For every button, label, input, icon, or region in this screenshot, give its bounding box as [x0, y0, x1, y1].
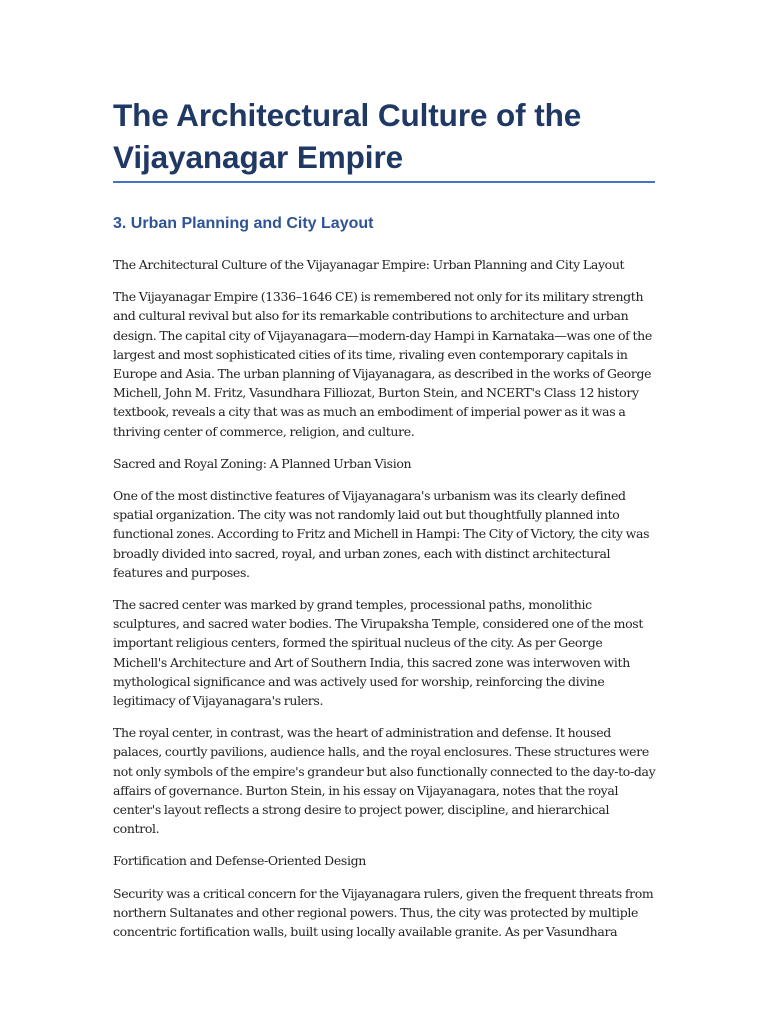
paragraph-sacred-center: The sacred center was marked by grand temples, processional paths, monolithic sculptures, and sacred water bodies. The Virupaksha Temple, considered one of the most important religious centers, formed the spiritual nucleus of the city. As per George Michell's Architecture and Art of Southern India, this sacred zone was interwoven with mythological significance and was actively used for worship, reinforcing the divine legitimacy of Vijayanagara's rulers. [113, 597, 644, 709]
subheading-zoning: Sacred and Royal Zoning: A Planned Urban Vision [113, 455, 412, 471]
subheading-fortification: Fortification and Defense-Oriented Design [113, 853, 366, 869]
document-title: The Architectural Culture of the Vijayanagar Empire [113, 97, 582, 175]
section-heading: 3. Urban Planning and City Layout [113, 215, 374, 232]
paragraph-intro: The Vijayanagar Empire (1336–1646 CE) is remembered not only for its military strength and cultural revival but also for its remarkable contributions to architecture and urban design. The capital city of Vijayanagara—modern-day Hampi in Karnataka—was one of the largest and most sophisticated cities of its time, rivaling even contemporary capitals in Europe and Asia. The urban planning of Vijayanagara, as described in the works of George Michell, John M. Fritz, Vasundhara Filliozat, Burton Stein, and NCERT's Class 12 history textbook, reveals a city that was as much an embodiment of imperial power as it was a thriving center of commerce, religion, and culture. [113, 289, 652, 439]
paragraph-security: Security was a critical concern for the Vijayanagara rulers, given the frequent threats from northern Sultanates and other regional powers. Thus, the city was protected by multiple concentric fortification walls, built using locally available granite. As per Vasundhara [113, 885, 654, 940]
document-page [113, 0, 658, 941]
paragraph-spatial-organization: One of the most distinctive features of Vijayanagara's urbanism was its clearly defined spatial organization. The city was not randomly laid out but thoughtfully planned into functional zones. According to Fritz and Michell in Hampi: The City of Victory, the city was broadly divided into sacred, royal, and urban zones, each with distinct architectural features and purposes. [113, 488, 650, 580]
title-underline [113, 181, 655, 183]
paragraph-subtitle: The Architectural Culture of the Vijayanagar Empire: Urban Planning and City Layout [113, 257, 625, 272]
paragraph-royal-center: The royal center, in contrast, was the heart of administration and defense. It housed palaces, courtly pavilions, audience halls, and the royal enclosures. These structures were not only symbols of the empire's grandeur but also functionally connected to the day-to-day affairs of governance. Burton Stein, in his essay on Vijayanagara, notes that the royal center's layout reflects a strong desire to project power, discipline, and hierarchical control. [113, 725, 656, 837]
